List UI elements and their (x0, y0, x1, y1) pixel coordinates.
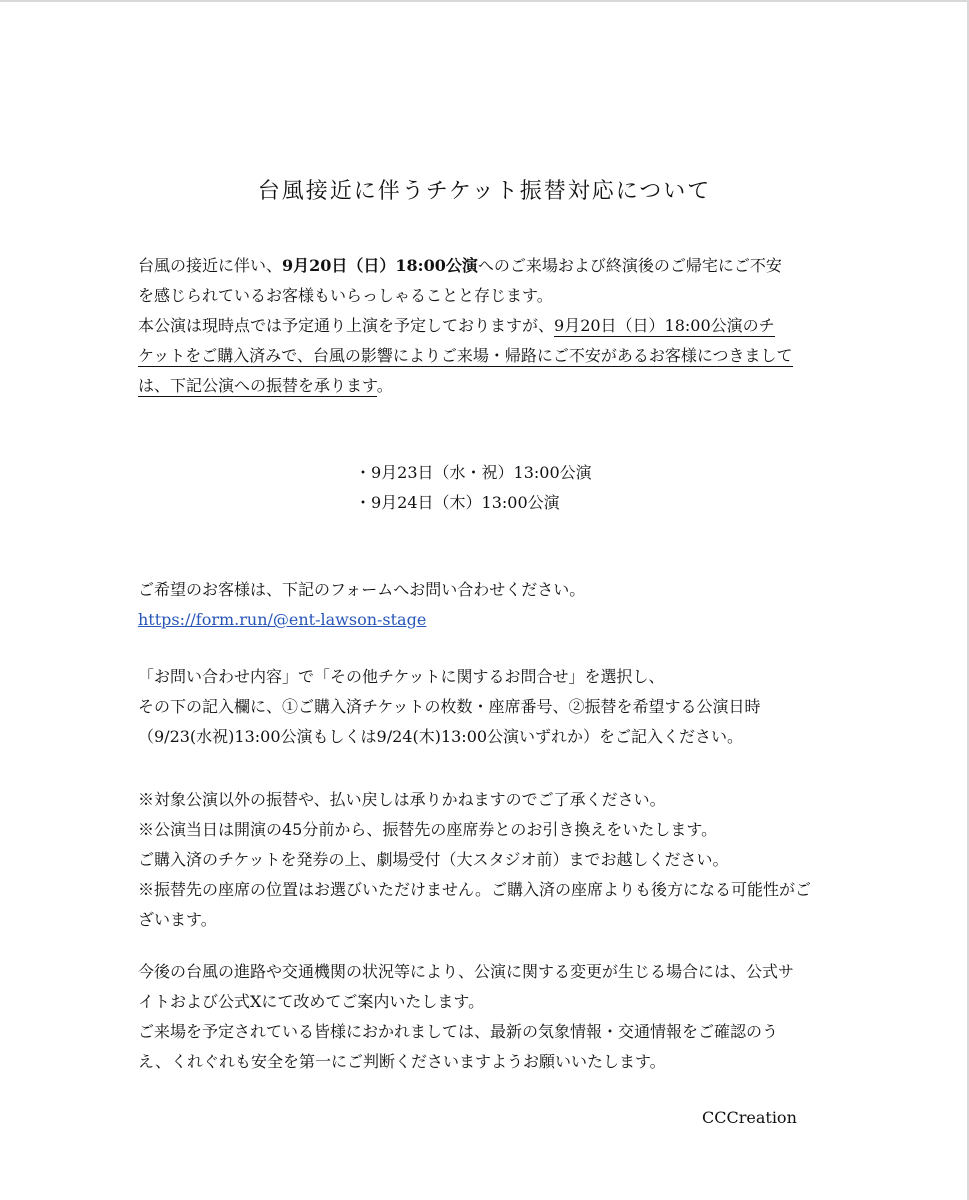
instruction-line: （9/23(水祝)13:00公演もしくは9/24(木)13:00公演いずれか）をご記入ください。 (138, 727, 744, 746)
note-line: ご購入済のチケットを発券の上、劇場受付（大スタジオ前）までお越しください。 (138, 850, 729, 869)
intro-bold-date: 9月20日（日）18:00公演 (282, 256, 478, 275)
notes-paragraph (138, 785, 811, 935)
instruction-line: 「お問い合わせ内容」で「その他チケットに関するお問合せ」を選択し、 (138, 667, 665, 686)
date-item: ・9月24日（木）13:00公演 (355, 493, 560, 512)
instructions-paragraph (138, 662, 761, 752)
intro-line-2: を感じられているお客様もいらっしゃることと存じます。 (138, 286, 553, 305)
intro-line-5 (138, 371, 793, 401)
date-item: ・9月23日（水・祝）13:00公演 (355, 463, 592, 482)
closing-line: イトおよび公式Xにて改めてご案内いたします。 (138, 992, 485, 1011)
intro-text: 。 (376, 376, 393, 395)
note-line: ざいます。 (138, 910, 217, 929)
intro-line-1 (138, 251, 793, 281)
signature: CCCreation (702, 1108, 797, 1127)
intro-text: へのご来場および終演後のご帰宅にご不安 (477, 256, 782, 275)
contact-text: ご希望のお客様は、下記のフォームへお問い合わせください。 (138, 580, 586, 599)
underlined-text: 9月20日（日）18:00公演のチ (554, 316, 775, 335)
intro-paragraph (138, 251, 793, 401)
intro-line-3 (138, 311, 793, 341)
note-line: ※公演当日は開演の45分前から、振替先の座席券とのお引き換えをいたします。 (138, 820, 718, 839)
note-line: ※対象公演以外の振替や、払い戻しは承りかねますのでご了承ください。 (138, 790, 666, 809)
underlined-text: ケットをご購入済みで、台風の影響によりご来場・帰路にご不安があるお客様につきまして (138, 346, 793, 365)
closing-paragraph (138, 957, 794, 1077)
top-border (0, 0, 969, 2)
closing-line: 今後の台風の進路や交通機関の状況等により、公演に関する変更が生じる場合には、公式サ (138, 962, 795, 981)
intro-text: 本公演は現時点では予定通り上演を予定しておりますが、 (138, 316, 555, 335)
closing-line: え、くれぐれも安全を第一にご判断くださいますようお願いいたします。 (138, 1052, 666, 1071)
contact-section (138, 575, 585, 635)
alternate-dates-list (355, 458, 592, 518)
instruction-line: その下の記入欄に、①ご購入済チケットの枚数・座席番号、②振替を希望する公演日時 (138, 697, 761, 716)
intro-text: 台風の接近に伴い、 (138, 256, 283, 275)
note-line: ※振替先の座席の位置はお選びいただけません。ご購入済の座席よりも後方になる可能性がご (138, 880, 811, 899)
underlined-text: は、下記公演への振替を承ります (138, 376, 377, 395)
closing-line: ご来場を予定されている皆様におかれましては、最新の気象情報・交通情報をご確認のう (138, 1022, 779, 1041)
intro-line-4 (138, 341, 793, 371)
page-title: 台風接近に伴うチケット振替対応について (257, 179, 712, 204)
form-link[interactable]: https://form.run/@ent-lawson-stage (138, 610, 427, 629)
